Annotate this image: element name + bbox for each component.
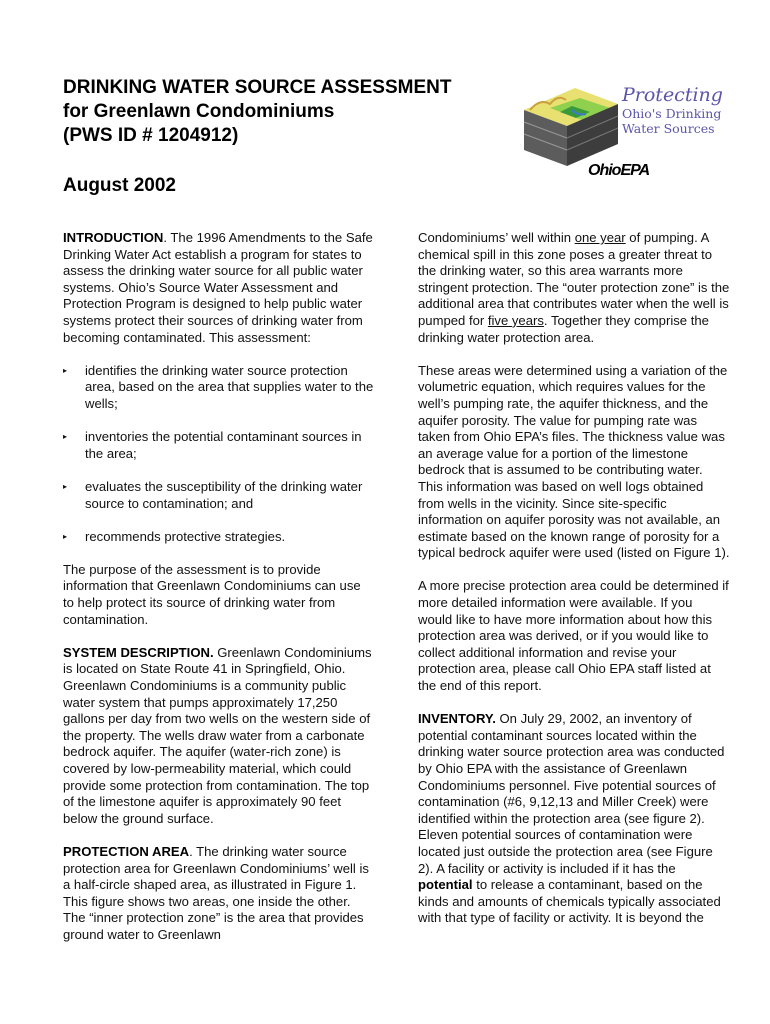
bullet-marker: ▸ bbox=[63, 531, 68, 541]
bullet-marker: ▸ bbox=[63, 365, 68, 375]
title-line-1: DRINKING WATER SOURCE ASSESSMENT bbox=[63, 77, 452, 98]
system-description-text: Greenlawn Condominiums is located on State Route 41 in Springfield, Ohio. Greenlawn Condominiums is a community public water system that pumps approximately 17,250 gallons per day from two wells on the western side of the property. The wells draw water from a carbonate bedrock aquifer. The aquifer (water-rich zone) is covered by low-permeability material, which could provide some protection from contamination. The top of the limestone aquifer is approximately 90 feet below the ground surface. bbox=[63, 644, 372, 826]
inventory-paragraph bbox=[418, 711, 730, 927]
paragraph-text: . Together they comprise the drinking water protection area. bbox=[418, 312, 709, 345]
protection-area-text: . The drinking water source protection area for Greenlawn Condominiums’ well is a half-circle shaped area, as illustrated in Figure 1. This figure shows two areas, one inside the other. The “inner protection zone” is the area that provides ground water to Greenlawn bbox=[63, 843, 369, 942]
title-line-2: for Greenlawn Condominiums bbox=[63, 101, 335, 122]
bullet-text: evaluates the susceptibility of the drinking water source to contamination; and bbox=[85, 478, 363, 511]
one-year-underline: one year bbox=[574, 230, 626, 245]
bullet-marker: ▸ bbox=[63, 432, 68, 442]
system-description-heading: SYSTEM DESCRIPTION. bbox=[63, 644, 214, 660]
list-item bbox=[63, 363, 375, 413]
right-column bbox=[418, 230, 730, 944]
logo-line-3: Water Sources bbox=[622, 121, 715, 136]
logo-line-2: Ohio's Drinking bbox=[622, 106, 722, 121]
purpose-paragraph: The purpose of the assessment is to provide information that Greenlawn Condominiums can use to help protect its source of drinking water from contamination. bbox=[63, 561, 361, 627]
logo-line-1: Protecting bbox=[622, 84, 723, 106]
introduction-heading: INTRODUCTION bbox=[63, 230, 164, 245]
inventory-heading: INVENTORY. bbox=[418, 711, 496, 727]
precise-protection-paragraph: A more precise protection area could be determined if more detailed information were available. If you would like to have more information about how this protection area was derived, or if you would like to collect additional information and revise your protection area, please call Ohio EPA staff listed at the end of this report. bbox=[418, 578, 729, 694]
system-description-paragraph bbox=[63, 645, 375, 828]
introduction-paragraph bbox=[63, 230, 375, 346]
five-years-underline: five years bbox=[487, 312, 544, 328]
bullet-text: inventories the potential contaminant sources in the area; bbox=[85, 429, 362, 461]
introduction-text: . The 1996 Amendments to the Safe Drinking Water Act establish a program for states to assess the drinking water source for all public water systems. Ohio’s Source Water Assessment and Protection Program is designed to help public water systems protect their sources of drinking water from becoming contaminated. This assessment: bbox=[63, 230, 373, 345]
protection-area-heading: PROTECTION AREA bbox=[63, 843, 190, 859]
list-item bbox=[63, 429, 375, 462]
list-item bbox=[63, 529, 375, 546]
list-item bbox=[63, 479, 375, 512]
protection-zone-paragraph bbox=[418, 230, 730, 346]
bullet-text: recommends protective strategies. bbox=[85, 528, 286, 544]
left-column bbox=[63, 230, 375, 960]
document-title bbox=[63, 76, 503, 148]
assessment-bullet-list bbox=[63, 363, 375, 546]
paragraph-text: of pumping. A chemical spill in this zone poses a greater threat to the drinking water, so this area warrants more stringent protection. The “outer protection zone” is the additional area that contributes water when the well is pumped for bbox=[418, 230, 730, 328]
bullet-text: identifies the drinking water source protection area, based on the area that supplies water to the wells; bbox=[85, 362, 374, 411]
paragraph-text: Condominiums’ well within bbox=[418, 230, 575, 245]
volumetric-equation-paragraph: These areas were determined using a variation of the volumetric equation, which requires values for the well’s pumping rate, the aquifer thickness, and the aquifer porosity. The value for pumping rate was taken from Ohio EPA’s files. The thickness value was an average value for a portion of the limestone bedrock that is assumed to be contributing water. This information was based on well logs obtained from wells in the vicinity. Since site-specific information on aquifer porosity was not available, an estimate based on the known range of porosity for a typical bedrock aquifer were used (listed on Figure 1). bbox=[418, 362, 730, 561]
inventory-text: On July 29, 2002, an inventory of potential contaminant sources located within the drinking water source protection area was conducted by Ohio EPA with the assistance of Greenlawn Condominiums personnel. Five potential sources of contamination (#6, 9,12,13 and Miller Creek) were identified within the protection area (see figure 2). Eleven potential sources of contamination were located just outside the protection area (see Figure 2). A facility or activity is included if it has the bbox=[418, 711, 725, 876]
logo-wordmark bbox=[622, 84, 732, 136]
potential-bold: potential bbox=[418, 877, 473, 893]
document-date: August 2002 bbox=[63, 175, 176, 196]
ohio-epa-logo: OhioEPA bbox=[588, 162, 650, 179]
terrain-block-icon bbox=[520, 80, 620, 172]
protection-area-paragraph bbox=[63, 844, 375, 944]
title-line-3: (PWS ID # 1204912) bbox=[63, 125, 239, 146]
inventory-text: to release a contaminant, based on the kinds and amounts of chemicals typically associated with that type of facility or activity. It is beyond the bbox=[418, 877, 721, 926]
bullet-marker: ▸ bbox=[63, 481, 68, 491]
